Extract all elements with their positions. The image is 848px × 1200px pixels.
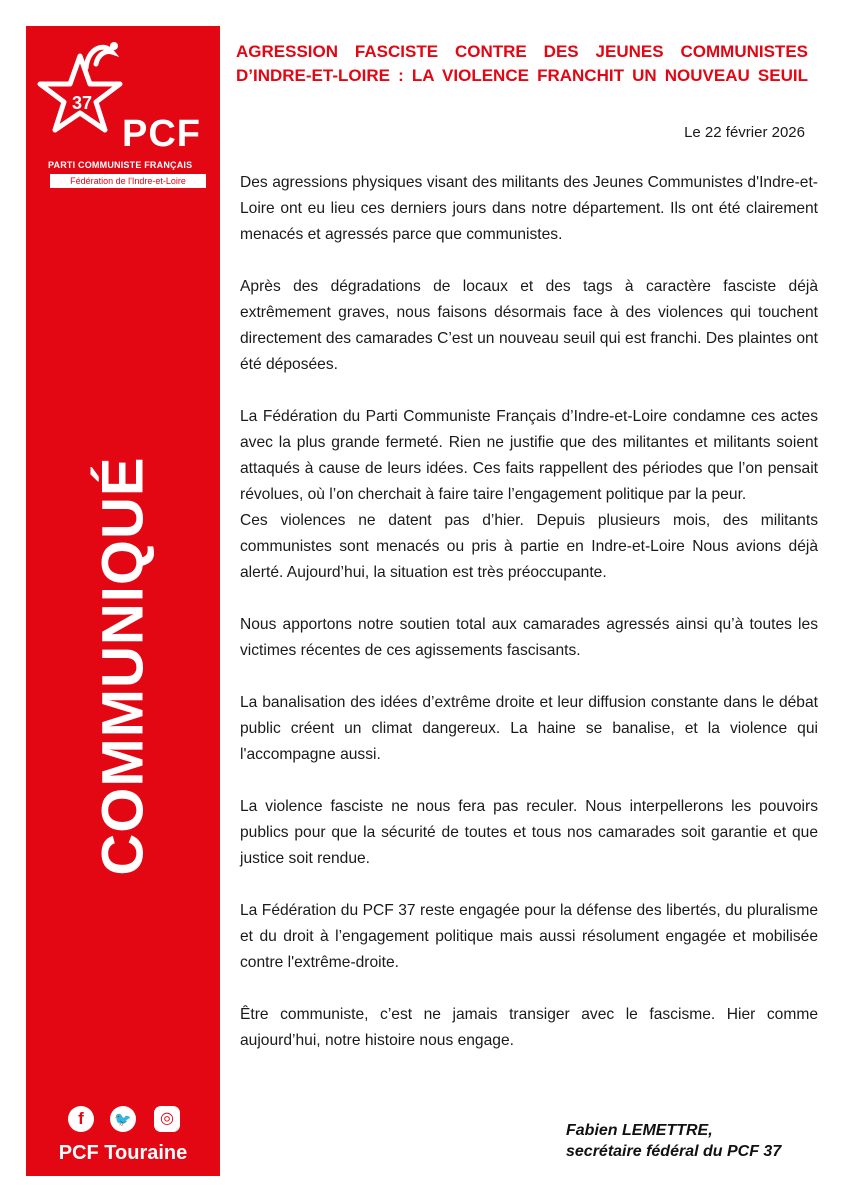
social-label: PCF Touraine — [58, 1142, 188, 1164]
logo-number: 37 — [71, 93, 93, 113]
pcf-logo — [26, 26, 220, 201]
signature — [566, 1120, 826, 1162]
paragraph: La violence fasciste ne nous fera pas reculer. Nous interpellerons les pouvoirs publics pour que la sécurité de toutes et tous nos camarades soit garantie et que justice soit rendue. — [240, 798, 818, 867]
headline — [236, 40, 808, 88]
logo-wordmark: PCF — [122, 113, 201, 155]
social-links — [26, 1106, 220, 1136]
paragraph: Ces violences ne datent pas d’hier. Depuis plusieurs mois, des militants communistes sont menacés ou pris à partie en Indre-et-Loire Nous avions déjà alerté. Aujourd’hui, la situation est très préoccupante. — [240, 512, 818, 581]
twitter-icon[interactable]: 🐦 — [110, 1106, 136, 1132]
signature-name: Fabien LEMETTRE, — [566, 1122, 713, 1139]
logo-subtitle: PARTI COMMUNISTE FRANÇAIS — [48, 160, 193, 170]
star-icon — [30, 38, 130, 138]
facebook-icon[interactable]: f — [68, 1106, 94, 1132]
date: Le 22 février 2026 — [684, 124, 805, 141]
body-text — [240, 170, 818, 1080]
headline-line-2: D’INDRE-ET-LOIRE : LA VIOLENCE FRANCHIT UN NOUVEAU SEUIL — [236, 66, 808, 85]
signature-role: secrétaire fédéral du PCF 37 — [566, 1143, 782, 1160]
logo-federation: Fédération de l'Indre-et-Loire — [50, 174, 206, 188]
paragraph: La banalisation des idées d’extrême droite et leur diffusion constante dans le débat public créent un climat dangereux. La haine se banalise, et la violence qui l'accompagne aussi. — [240, 694, 818, 763]
instagram-icon[interactable]: ◎ — [154, 1106, 180, 1132]
paragraph: La Fédération du Parti Communiste Français d’Indre-et-Loire condamne ces actes avec la plus grande fermeté. Rien ne justifie que des militantes et militants soient attaqués à cause de leurs idées. Ces faits rappellent des périodes que l’on pensait révolues, où l’on cherchait à faire taire l’engagement politique par la peur. — [240, 408, 818, 503]
headline-line-1: AGRESSION FASCISTE CONTRE DES JEUNES COMMUNISTES — [236, 42, 808, 61]
communique-title: COMMUNIQUÉ — [90, 456, 156, 876]
paragraph: Après des dégradations de locaux et des tags à caractère fasciste déjà extrêmement graves, nous faisons désormais face à des violences qui touchent directement des camarades C’est un nouveau seuil qui est franchi. Des plaintes ont été déposées. — [240, 278, 818, 373]
paragraph: Être communiste, c’est ne jamais transiger avec le fascisme. Hier comme aujourd’hui, notre histoire nous engage. — [240, 1006, 818, 1049]
paragraph: Des agressions physiques visant des militants des Jeunes Communistes d'Indre-et-Loire ont eu lieu ces derniers jours dans notre département. Ils ont été clairement menacés et agressés parce que communistes. — [240, 174, 818, 243]
paragraph: Nous apportons notre soutien total aux camarades agressés ainsi qu’à toutes les victimes récentes de ces agissements fascisants. — [240, 616, 818, 659]
sidebar — [26, 26, 220, 1176]
paragraph: La Fédération du PCF 37 reste engagée pour la défense des libertés, du pluralisme et du droit à l’engagement politique mais aussi résolument engagée et mobilisée contre l'extrême-droite. — [240, 902, 818, 971]
